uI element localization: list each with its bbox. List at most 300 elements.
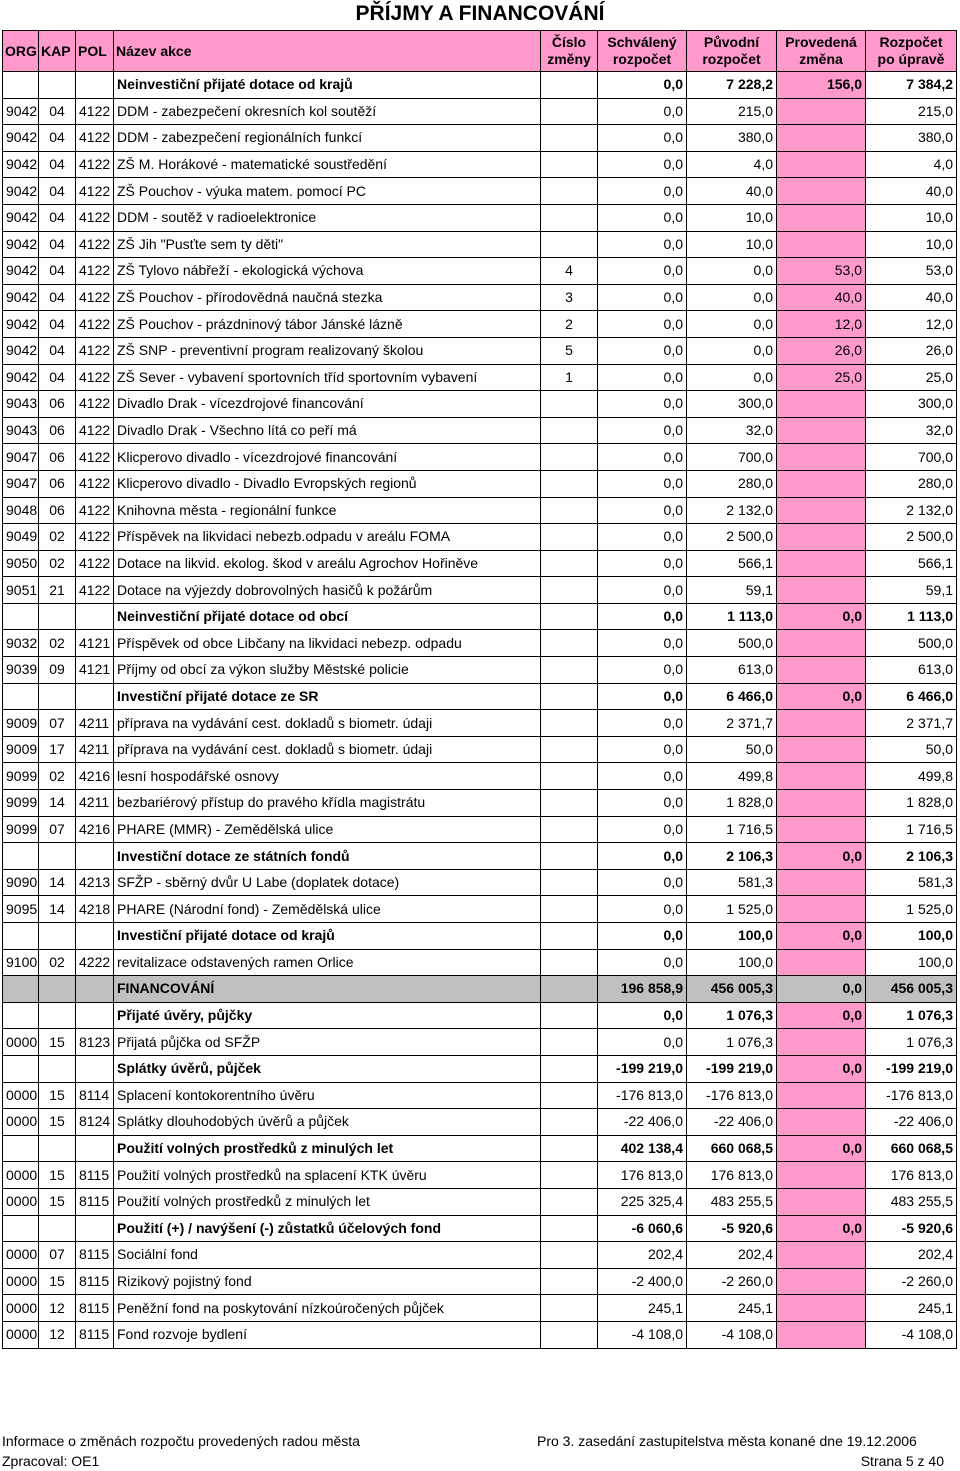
cell-kap: 15 [39, 1268, 76, 1295]
table-row [3, 736, 957, 763]
cell-upraveny: 40,0 [866, 284, 957, 311]
cell-pol: 4122 [76, 125, 114, 152]
col-pol: POL [76, 31, 114, 72]
cell-pol: 4122 [76, 524, 114, 551]
cell-cislo [541, 1135, 598, 1162]
cell-schvaleny: 0,0 [598, 151, 687, 178]
cell-nazev: Přijaté úvěry, půjčky [114, 1002, 541, 1029]
cell-upraveny: 26,0 [866, 337, 957, 364]
footer-page: Strana 5 z 40 [860, 1453, 944, 1469]
cell-kap: 15 [39, 1029, 76, 1056]
cell-puvodni: 202,4 [687, 1242, 777, 1269]
cell-schvaleny: 0,0 [598, 524, 687, 551]
cell-nazev: ZŠ Jih "Pusťte sem ty děti" [114, 231, 541, 258]
cell-puvodni: 10,0 [687, 231, 777, 258]
cell-kap: 04 [39, 98, 76, 125]
table-row [3, 1242, 957, 1269]
cell-cislo [541, 72, 598, 99]
cell-upraveny: -5 920,6 [866, 1215, 957, 1242]
cell-nazev: ZŠ M. Horákové - matematické soustředění [114, 151, 541, 178]
cell-schvaleny: 0,0 [598, 603, 687, 630]
cell-cislo [541, 417, 598, 444]
cell-nazev: Splacení kontokorentního úvěru [114, 1082, 541, 1109]
cell-pol: 4216 [76, 816, 114, 843]
cell-upraveny: 100,0 [866, 923, 957, 950]
cell-pol: 4213 [76, 869, 114, 896]
cell-org: 9099 [3, 816, 39, 843]
cell-upraveny: 1 076,3 [866, 1029, 957, 1056]
cell-puvodni: 700,0 [687, 444, 777, 471]
cell-schvaleny: 0,0 [598, 1002, 687, 1029]
cell-nazev: Investiční přijaté dotace od krajů [114, 923, 541, 950]
table-row [3, 1029, 957, 1056]
cell-kap: 06 [39, 497, 76, 524]
cell-pol: 4211 [76, 736, 114, 763]
cell-org: 9042 [3, 204, 39, 231]
cell-puvodni: 2 371,7 [687, 710, 777, 737]
cell-kap [39, 1002, 76, 1029]
cell-puvodni: 2 106,3 [687, 843, 777, 870]
cell-schvaleny: 0,0 [598, 550, 687, 577]
cell-nazev: příprava na vydávání cest. dokladů s biometr. údaji [114, 710, 541, 737]
cell-cislo [541, 1295, 598, 1322]
cell-pol [76, 1215, 114, 1242]
cell-pol: 4122 [76, 550, 114, 577]
cell-nazev: Divadlo Drak - vícezdrojové financování [114, 391, 541, 418]
table-row [3, 178, 957, 205]
table-body [3, 72, 957, 1349]
cell-upraveny: 300,0 [866, 391, 957, 418]
cell-schvaleny: 176 813,0 [598, 1162, 687, 1189]
cell-nazev: revitalizace odstavených ramen Orlice [114, 949, 541, 976]
cell-zmena: 26,0 [777, 337, 866, 364]
cell-puvodni: 0,0 [687, 284, 777, 311]
cell-cislo [541, 1242, 598, 1269]
cell-org: 9047 [3, 444, 39, 471]
cell-cislo [541, 470, 598, 497]
cell-org: 9042 [3, 151, 39, 178]
cell-zmena [777, 1082, 866, 1109]
cell-org: 0000 [3, 1082, 39, 1109]
cell-pol: 4122 [76, 577, 114, 604]
cell-kap: 07 [39, 816, 76, 843]
cell-pol: 8114 [76, 1082, 114, 1109]
cell-schvaleny: 0,0 [598, 1029, 687, 1056]
cell-puvodni: 4,0 [687, 151, 777, 178]
cell-nazev: ZŠ Pouchov - prázdninový tábor Jánské lázně [114, 311, 541, 338]
cell-pol: 4121 [76, 630, 114, 657]
cell-upraveny: 660 068,5 [866, 1135, 957, 1162]
cell-upraveny: 50,0 [866, 736, 957, 763]
cell-pol: 4218 [76, 896, 114, 923]
cell-nazev: bezbariérový přístup do pravého křídla magistrátu [114, 790, 541, 817]
cell-upraveny: -176 813,0 [866, 1082, 957, 1109]
cell-upraveny: 581,3 [866, 869, 957, 896]
cell-zmena [777, 949, 866, 976]
cell-schvaleny: 0,0 [598, 72, 687, 99]
cell-schvaleny: 0,0 [598, 763, 687, 790]
financing-row [3, 976, 957, 1003]
cell-cislo [541, 125, 598, 152]
cell-schvaleny: 0,0 [598, 949, 687, 976]
cell-zmena: 0,0 [777, 923, 866, 950]
cell-pol: 4222 [76, 949, 114, 976]
cell-schvaleny: 0,0 [598, 657, 687, 684]
cell-zmena [777, 869, 866, 896]
table-row [3, 763, 957, 790]
cell-puvodni: 100,0 [687, 923, 777, 950]
table-row [3, 337, 957, 364]
cell-nazev: Použití volných prostředků na splacení KTK úvěru [114, 1162, 541, 1189]
cell-cislo [541, 444, 598, 471]
table-row [3, 816, 957, 843]
cell-schvaleny: 0,0 [598, 790, 687, 817]
table-row [3, 1188, 957, 1215]
cell-kap: 04 [39, 178, 76, 205]
section-row [3, 1215, 957, 1242]
cell-nazev: Fond rozvoje bydlení [114, 1321, 541, 1348]
section-row [3, 72, 957, 99]
cell-pol [76, 843, 114, 870]
cell-nazev: ZŠ Tylovo nábřeží - ekologická výchova [114, 258, 541, 285]
col-upraveny: Rozpočet po úpravě [866, 31, 957, 72]
cell-puvodni: 176 813,0 [687, 1162, 777, 1189]
table-row [3, 630, 957, 657]
cell-puvodni: 660 068,5 [687, 1135, 777, 1162]
cell-nazev: Splátky úvěrů, půjček [114, 1055, 541, 1082]
cell-puvodni: 1 525,0 [687, 896, 777, 923]
cell-zmena [777, 577, 866, 604]
cell-org: 0000 [3, 1321, 39, 1348]
cell-org: 9049 [3, 524, 39, 551]
cell-upraveny: 456 005,3 [866, 976, 957, 1003]
cell-zmena [777, 790, 866, 817]
cell-puvodni: 1 716,5 [687, 816, 777, 843]
table-row [3, 869, 957, 896]
cell-cislo [541, 178, 598, 205]
cell-upraveny: 566,1 [866, 550, 957, 577]
cell-kap: 02 [39, 949, 76, 976]
cell-schvaleny: 0,0 [598, 710, 687, 737]
cell-kap [39, 923, 76, 950]
table-row [3, 550, 957, 577]
cell-pol [76, 923, 114, 950]
cell-nazev: Investiční dotace ze státních fondů [114, 843, 541, 870]
cell-puvodni: 40,0 [687, 178, 777, 205]
cell-schvaleny: 0,0 [598, 923, 687, 950]
table-row [3, 1162, 957, 1189]
cell-zmena [777, 231, 866, 258]
cell-pol [76, 683, 114, 710]
table-row [3, 657, 957, 684]
cell-upraveny: 202,4 [866, 1242, 957, 1269]
cell-cislo: 4 [541, 258, 598, 285]
cell-upraveny: -4 108,0 [866, 1321, 957, 1348]
cell-zmena [777, 630, 866, 657]
cell-kap: 02 [39, 524, 76, 551]
cell-zmena [777, 417, 866, 444]
cell-nazev: Investiční přijaté dotace ze SR [114, 683, 541, 710]
cell-nazev: ZŠ Pouchov - přírodovědná naučná stezka [114, 284, 541, 311]
cell-upraveny: 1 113,0 [866, 603, 957, 630]
cell-cislo [541, 683, 598, 710]
cell-org: 9042 [3, 364, 39, 391]
cell-puvodni: 215,0 [687, 98, 777, 125]
cell-puvodni: 499,8 [687, 763, 777, 790]
cell-kap: 04 [39, 204, 76, 231]
cell-zmena [777, 178, 866, 205]
cell-puvodni: -176 813,0 [687, 1082, 777, 1109]
cell-kap: 04 [39, 284, 76, 311]
cell-schvaleny: 0,0 [598, 417, 687, 444]
cell-org: 9042 [3, 178, 39, 205]
cell-pol: 4211 [76, 710, 114, 737]
col-puvodni: Původní rozpočet [687, 31, 777, 72]
cell-org: 9042 [3, 284, 39, 311]
footer-info: Informace o změnách rozpočtu provedených radou města [2, 1433, 360, 1449]
cell-nazev: ZŠ Pouchov - výuka matem. pomocí PC [114, 178, 541, 205]
cell-kap: 15 [39, 1082, 76, 1109]
cell-kap: 17 [39, 736, 76, 763]
cell-nazev: příprava na vydávání cest. dokladů s biometr. údaji [114, 736, 541, 763]
cell-cislo [541, 843, 598, 870]
cell-cislo [541, 896, 598, 923]
table-row [3, 1109, 957, 1136]
cell-puvodni: 1 828,0 [687, 790, 777, 817]
cell-kap: 02 [39, 550, 76, 577]
cell-nazev: SFŽP - sběrný dvůr U Labe (doplatek dotace) [114, 869, 541, 896]
cell-cislo [541, 763, 598, 790]
cell-org [3, 976, 39, 1003]
cell-schvaleny: 0,0 [598, 178, 687, 205]
cell-nazev: Klicperovo divadlo - Divadlo Evropských regionů [114, 470, 541, 497]
cell-org: 9051 [3, 577, 39, 604]
col-schvaleny: Schválený rozpočet [598, 31, 687, 72]
cell-cislo [541, 1029, 598, 1056]
cell-cislo [541, 497, 598, 524]
cell-kap: 04 [39, 231, 76, 258]
cell-upraveny: 245,1 [866, 1295, 957, 1322]
cell-upraveny: 700,0 [866, 444, 957, 471]
cell-kap: 15 [39, 1162, 76, 1189]
cell-kap: 09 [39, 657, 76, 684]
section-row [3, 683, 957, 710]
table-row [3, 1268, 957, 1295]
cell-upraveny: -22 406,0 [866, 1109, 957, 1136]
cell-cislo [541, 710, 598, 737]
cell-schvaleny: 0,0 [598, 98, 687, 125]
cell-upraveny: 40,0 [866, 178, 957, 205]
cell-nazev: Příspěvek na likvidaci nebezb.odpadu v areálu FOMA [114, 524, 541, 551]
cell-zmena [777, 657, 866, 684]
cell-puvodni: 2 500,0 [687, 524, 777, 551]
cell-pol [76, 976, 114, 1003]
cell-zmena [777, 497, 866, 524]
cell-schvaleny: 0,0 [598, 683, 687, 710]
cell-zmena: 40,0 [777, 284, 866, 311]
cell-upraveny: 32,0 [866, 417, 957, 444]
cell-schvaleny: -2 400,0 [598, 1268, 687, 1295]
cell-schvaleny: 0,0 [598, 630, 687, 657]
cell-org: 0000 [3, 1295, 39, 1322]
cell-cislo [541, 1055, 598, 1082]
cell-zmena [777, 1242, 866, 1269]
cell-zmena [777, 1295, 866, 1322]
cell-cislo [541, 1082, 598, 1109]
cell-schvaleny: 0,0 [598, 125, 687, 152]
cell-cislo [541, 1109, 598, 1136]
cell-upraveny: 1 525,0 [866, 896, 957, 923]
cell-zmena [777, 444, 866, 471]
cell-org: 9009 [3, 736, 39, 763]
cell-org: 0000 [3, 1109, 39, 1136]
cell-nazev: PHARE (MMR) - Zemědělská ulice [114, 816, 541, 843]
cell-schvaleny: 0,0 [598, 816, 687, 843]
cell-puvodni: 500,0 [687, 630, 777, 657]
cell-puvodni: 581,3 [687, 869, 777, 896]
cell-kap: 06 [39, 391, 76, 418]
table-row [3, 524, 957, 551]
table-row [3, 444, 957, 471]
cell-org: 9090 [3, 869, 39, 896]
section-row [3, 603, 957, 630]
cell-pol: 4216 [76, 763, 114, 790]
cell-kap: 21 [39, 577, 76, 604]
cell-org [3, 72, 39, 99]
cell-org: 9047 [3, 470, 39, 497]
table-row [3, 204, 957, 231]
cell-zmena [777, 896, 866, 923]
table-row [3, 1295, 957, 1322]
cell-kap [39, 1135, 76, 1162]
cell-schvaleny: 0,0 [598, 497, 687, 524]
cell-schvaleny: 0,0 [598, 869, 687, 896]
cell-kap: 06 [39, 470, 76, 497]
cell-nazev: ZŠ Sever - vybavení sportovních tříd sportovním vybavení [114, 364, 541, 391]
table-row [3, 1082, 957, 1109]
cell-cislo [541, 976, 598, 1003]
col-provedena: Provedená změna [777, 31, 866, 72]
cell-kap: 04 [39, 337, 76, 364]
cell-schvaleny: 0,0 [598, 391, 687, 418]
cell-kap: 14 [39, 790, 76, 817]
cell-puvodni: -22 406,0 [687, 1109, 777, 1136]
cell-pol [76, 72, 114, 99]
cell-kap: 04 [39, 125, 76, 152]
cell-puvodni: 32,0 [687, 417, 777, 444]
cell-puvodni: 456 005,3 [687, 976, 777, 1003]
cell-pol: 4122 [76, 151, 114, 178]
cell-schvaleny: -6 060,6 [598, 1215, 687, 1242]
cell-pol: 4122 [76, 391, 114, 418]
cell-org [3, 1215, 39, 1242]
cell-pol: 4122 [76, 364, 114, 391]
cell-upraveny: 10,0 [866, 231, 957, 258]
cell-pol [76, 603, 114, 630]
cell-kap: 04 [39, 364, 76, 391]
cell-puvodni: 280,0 [687, 470, 777, 497]
cell-pol: 4122 [76, 98, 114, 125]
cell-schvaleny: 0,0 [598, 444, 687, 471]
cell-pol: 8115 [76, 1295, 114, 1322]
cell-nazev: Divadlo Drak - Všechno lítá co peří má [114, 417, 541, 444]
cell-pol [76, 1055, 114, 1082]
cell-org: 9032 [3, 630, 39, 657]
cell-zmena [777, 736, 866, 763]
section-row [3, 843, 957, 870]
cell-upraveny: 500,0 [866, 630, 957, 657]
cell-zmena: 0,0 [777, 1055, 866, 1082]
cell-kap: 12 [39, 1321, 76, 1348]
cell-nazev: FINANCOVÁNÍ [114, 976, 541, 1003]
cell-puvodni: 1 076,3 [687, 1029, 777, 1056]
cell-kap: 04 [39, 258, 76, 285]
cell-upraveny: 6 466,0 [866, 683, 957, 710]
cell-kap [39, 72, 76, 99]
cell-upraveny: 2 106,3 [866, 843, 957, 870]
cell-zmena [777, 1109, 866, 1136]
cell-kap [39, 976, 76, 1003]
cell-pol: 4122 [76, 258, 114, 285]
section-row [3, 1055, 957, 1082]
cell-pol: 8115 [76, 1321, 114, 1348]
cell-schvaleny: 0,0 [598, 736, 687, 763]
cell-schvaleny: 202,4 [598, 1242, 687, 1269]
cell-puvodni: 483 255,5 [687, 1188, 777, 1215]
cell-org: 9043 [3, 417, 39, 444]
cell-zmena [777, 1029, 866, 1056]
cell-kap: 04 [39, 311, 76, 338]
cell-upraveny: 2 132,0 [866, 497, 957, 524]
table-row [3, 364, 957, 391]
cell-nazev: Sociální fond [114, 1242, 541, 1269]
cell-kap: 15 [39, 1188, 76, 1215]
cell-schvaleny: 0,0 [598, 896, 687, 923]
cell-upraveny: 2 371,7 [866, 710, 957, 737]
cell-org: 9042 [3, 231, 39, 258]
cell-zmena [777, 151, 866, 178]
cell-nazev: Dotace na likvid. ekolog. škod v areálu Agrochov Hořiněve [114, 550, 541, 577]
table-row [3, 284, 957, 311]
cell-schvaleny: 0,0 [598, 258, 687, 285]
cell-schvaleny: 0,0 [598, 204, 687, 231]
cell-pol [76, 1135, 114, 1162]
cell-org [3, 1055, 39, 1082]
col-cislo: Číslo změny [541, 31, 598, 72]
cell-zmena [777, 125, 866, 152]
table-row [3, 231, 957, 258]
cell-upraveny: 499,8 [866, 763, 957, 790]
cell-kap: 07 [39, 1242, 76, 1269]
cell-kap [39, 1215, 76, 1242]
cell-puvodni: 6 466,0 [687, 683, 777, 710]
cell-schvaleny: 0,0 [598, 470, 687, 497]
cell-cislo [541, 1268, 598, 1295]
cell-upraveny: 176 813,0 [866, 1162, 957, 1189]
cell-kap: 12 [39, 1295, 76, 1322]
cell-cislo [541, 603, 598, 630]
table-row [3, 710, 957, 737]
cell-nazev: Použití (+) / navýšení (-) zůstatků účelových fond [114, 1215, 541, 1242]
cell-kap: 07 [39, 710, 76, 737]
cell-nazev: Knihovna města - regionální funkce [114, 497, 541, 524]
cell-org: 0000 [3, 1242, 39, 1269]
cell-org: 9095 [3, 896, 39, 923]
cell-kap: 14 [39, 896, 76, 923]
cell-nazev: Použití volných prostředků z minulých let [114, 1135, 541, 1162]
cell-cislo [541, 524, 598, 551]
cell-upraveny: 25,0 [866, 364, 957, 391]
